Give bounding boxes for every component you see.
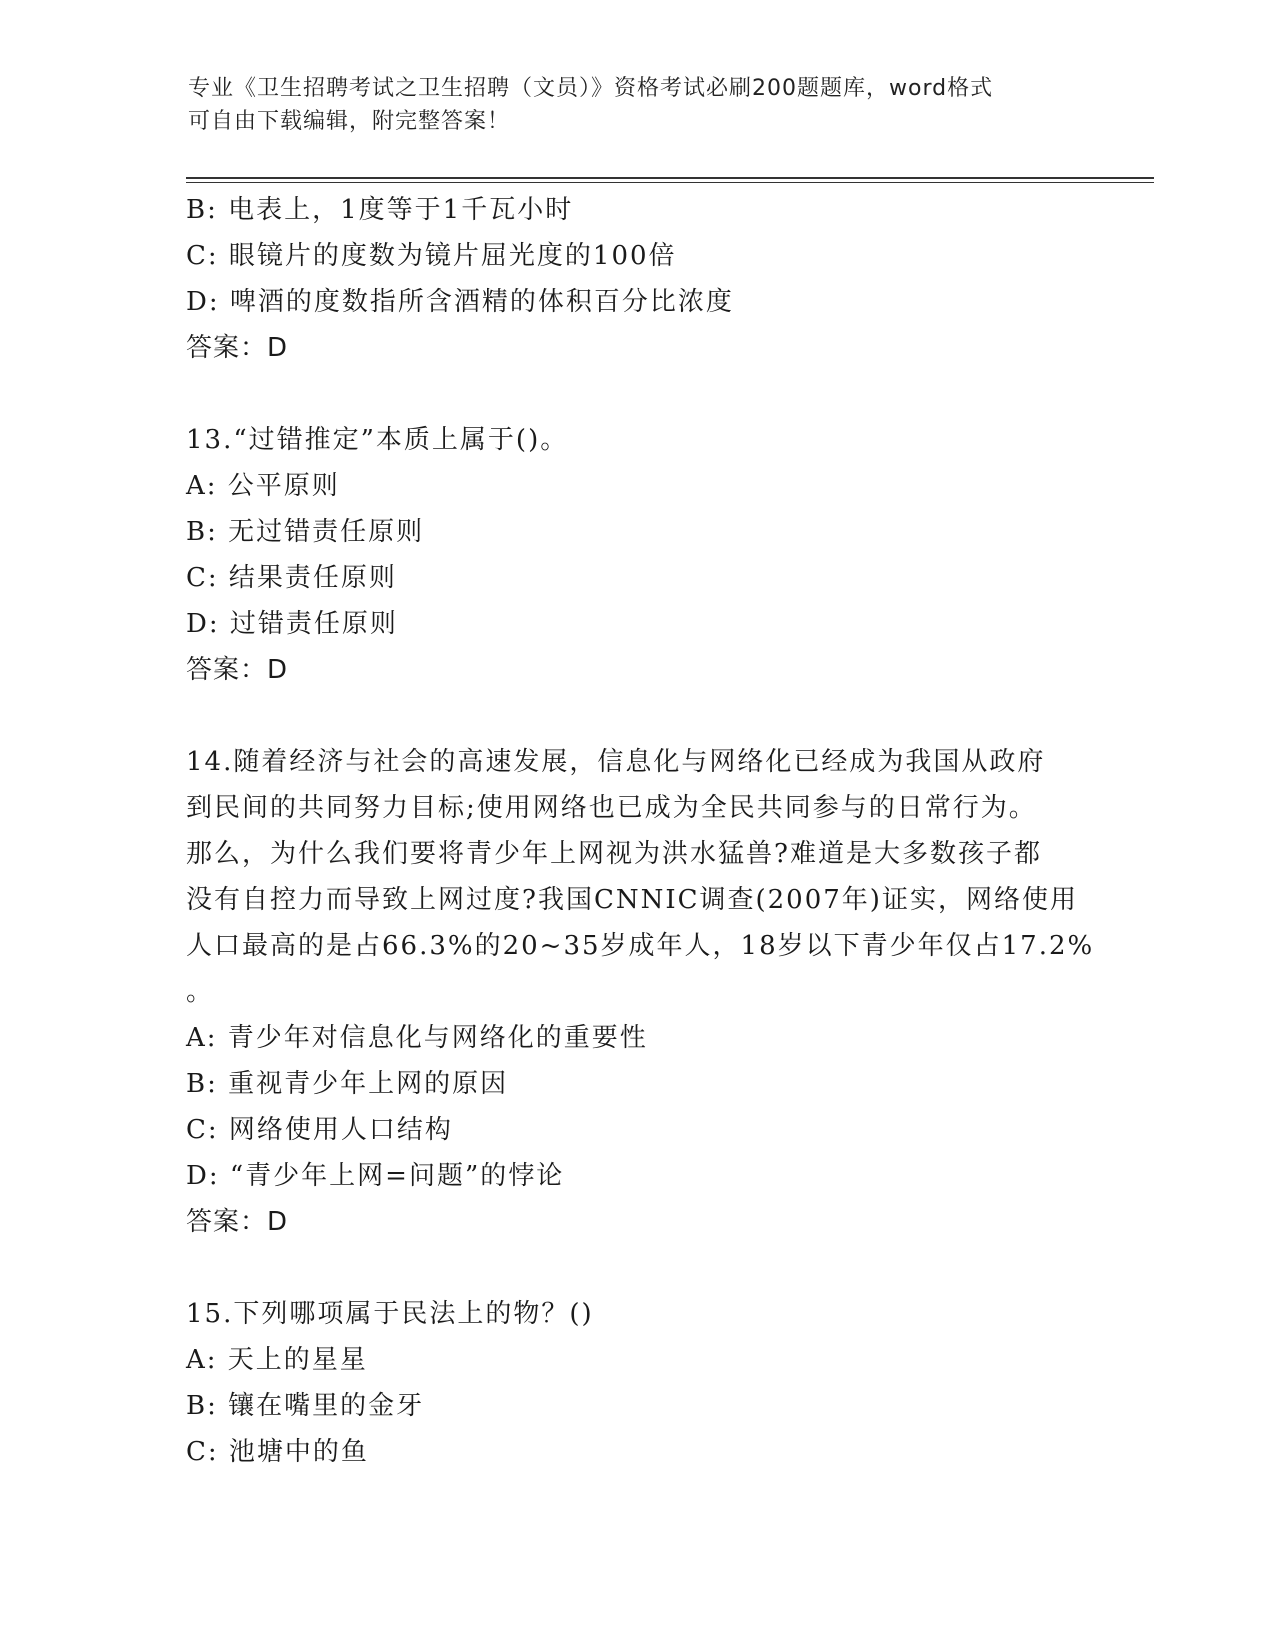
option-b: B: 重视青少年上网的原因 [186,1069,509,1099]
option-c: C: 结果责任原则 [186,563,397,593]
option-b: B: 无过错责任原则 [186,517,425,547]
question-stem-line-5: 人口最高的是占66.3%的20~35岁成年人，18岁以下青少年仅占17.2% [186,931,1095,961]
question-13 [186,417,1086,693]
question-stem-line-4: 没有自控力而导致上网过度?我国CNNIC调查(2007年)证实，网络使用 [186,885,1078,915]
option-c: C: 眼镜片的度数为镜片屈光度的100倍 [186,241,677,271]
question-stem-line-6: 。 [186,977,215,1007]
header-rule-thick [186,177,1154,179]
option-d: D: “青少年上网=问题”的悖论 [186,1161,565,1191]
option-b: B: 镶在嘴里的金牙 [186,1391,425,1421]
answer: 答案：D [186,333,289,363]
spacer [186,693,1086,739]
header-line-2: 可自由下载编辑，附完整答案！ [188,109,511,134]
option-c: C: 网络使用人口结构 [186,1115,453,1145]
option-d: D: 啤酒的度数指所含酒精的体积百分比浓度 [186,287,734,317]
option-d: D: 过错责任原则 [186,609,398,639]
question-stem: 15.下列哪项属于民法上的物？() [186,1299,594,1329]
question-12 [186,187,1086,371]
question-15 [186,1291,1086,1475]
spacer [186,1245,1086,1291]
question-14 [186,739,1095,1245]
spacer [186,371,1086,417]
question-stem-line-2: 到民间的共同努力目标;使用网络也已成为全民共同参与的日常行为。 [186,793,1037,823]
option-a: A: 天上的星星 [186,1345,368,1375]
question-stem-line-1: 14.随着经济与社会的高速发展，信息化与网络化已经成为我国从政府 [186,747,1046,777]
document-header [188,72,1088,138]
option-a: A: 青少年对信息化与网络化的重要性 [186,1023,648,1053]
document-body [186,187,1095,1475]
option-b: B: 电表上，1度等于1千瓦小时 [186,195,574,225]
header-line-1: 专业《卫生招聘考试之卫生招聘（文员）》资格考试必刷200题题库，word格式 [188,76,994,101]
question-stem: 13.“过错推定”本质上属于()。 [186,425,569,455]
header-rule-thin [186,182,1154,183]
question-stem-line-3: 那么，为什么我们要将青少年上网视为洪水猛兽?难道是大多数孩子都 [186,839,1042,869]
option-a: A: 公平原则 [186,471,340,501]
answer: 答案：D [186,655,289,685]
answer: 答案：D [186,1207,289,1237]
option-c: C: 池塘中的鱼 [186,1437,369,1467]
